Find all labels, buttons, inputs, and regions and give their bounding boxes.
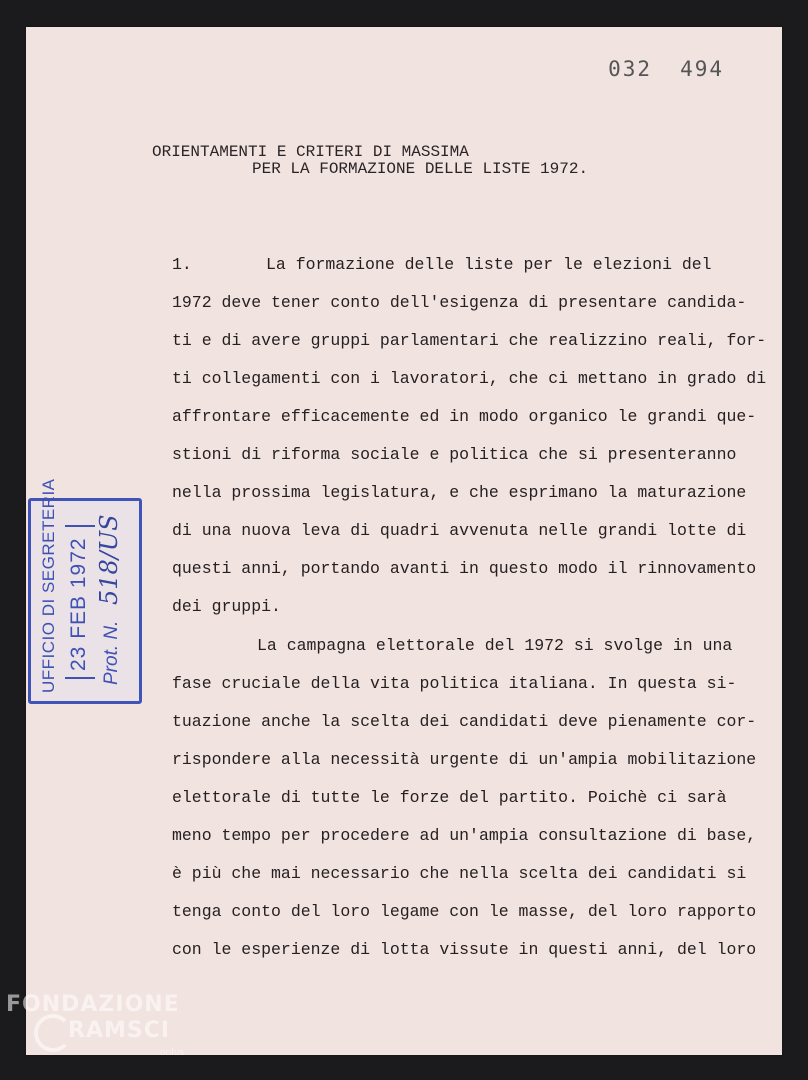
stamp-office: UFFICIO DI SEGRETERIA	[39, 478, 59, 693]
stamp-date: 23 FEB 1972	[67, 537, 91, 671]
paragraph2-line: con le esperienze di lotta vissute in questi anni, del loro	[172, 940, 757, 959]
paragraph1-line: questi anni, portando avanti in questo modo il rinnovamento	[172, 559, 757, 578]
watermark-line-2: RAMSCI	[68, 1018, 171, 1043]
paragraph2-line: tuazione anche la scelta dei candidati deve pienamente cor-	[172, 712, 757, 731]
stamp-protocol-number: 518/US	[95, 514, 124, 605]
paragraph1-line: di una nuova leva di quadri avvenuta nelle grandi lotte di	[172, 521, 747, 540]
paragraph2-line: elettorale di tutte le forze del partito. Poichè ci sarà	[172, 788, 727, 807]
paragraph2-line: tenga conto del loro legame con le masse, del loro rapporto	[172, 902, 757, 921]
document-title-line-2: PER LA FORMAZIONE DELLE LISTE 1972.	[252, 160, 589, 178]
paragraph2-line: rispondere alla necessità urgente di un'ampia mobilitazione	[172, 750, 757, 769]
paragraph1-line: 1972 deve tener conto dell'esigenza di presentare candida-	[172, 293, 747, 312]
paragraph1-line: dei gruppi.	[172, 597, 281, 616]
ref-prefix: 032	[608, 57, 653, 81]
paragraph2-line: fase cruciale della vita politica italiana. In questa si-	[172, 674, 737, 693]
paragraph1-line: affrontare efficacemente ed in modo organico le grandi que-	[172, 407, 757, 426]
paragraph2-line: è più che mai necessario che nella scelta dei candidati si	[172, 864, 747, 883]
archive-reference-number	[580, 57, 724, 81]
paragraph1-line: stioni di riforma sociale e politica che si presenteranno	[172, 445, 737, 464]
stamp-rotated-content	[37, 478, 137, 697]
protocol-stamp	[28, 478, 142, 704]
paragraph1-line: ti e di avere gruppi parlamentari che realizzino reali, for-	[172, 331, 767, 350]
paragraph1-line: La formazione delle liste per le elezioni del	[266, 255, 712, 274]
paragraph1-line: ti collegamenti con i lavoratori, che ci mettano in grado di	[172, 369, 767, 388]
section-number: 1.	[172, 255, 192, 274]
watermark-line-1: FONDAZIONE	[6, 992, 180, 1017]
document-title-line-1: ORIENTAMENTI E CRITERI DI MASSIMA	[152, 143, 469, 161]
ref-suffix: 494	[680, 57, 724, 81]
paragraph2-line: La campagna elettorale del 1972 si svolge in una	[257, 636, 733, 655]
stamp-protocol-label: Prot. N.	[101, 620, 123, 685]
paragraph2-line: meno tempo per procedere ad un'ampia consultazione di base,	[172, 826, 757, 845]
watermark-line-3: onlus	[160, 1048, 185, 1058]
paragraph1-line: nella prossima legislatura, e che esprimano la maturazione	[172, 483, 747, 502]
